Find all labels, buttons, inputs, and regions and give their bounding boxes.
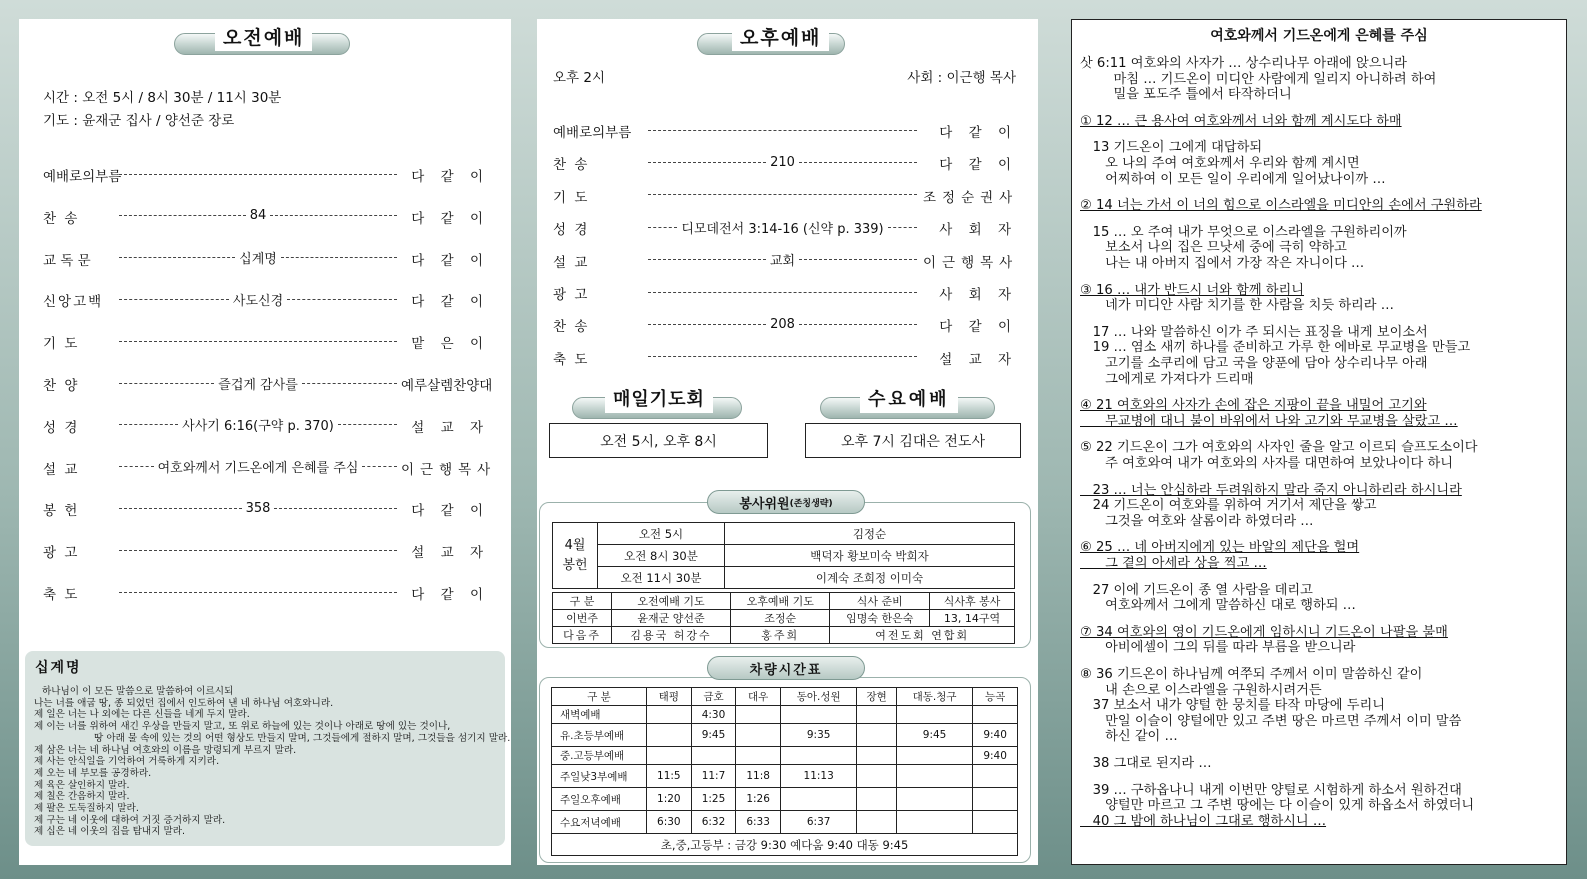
wednesday-title: 수요예배 [860,387,958,413]
sermon-line: 무교병에 대니 불이 바위에서 나와 고기와 무교병을 살랐고 … [1080,413,1458,429]
order-item: 즐겁게 감사를 [218,377,298,393]
order-label: 교 독 문 [43,252,91,269]
order-item: 십계명 [239,252,277,268]
commandment-line: 제 이는 너를 위하여 새긴 우상을 만들지 말고, 또 위로 하늘에 있는 것이나 아래로 땅에 있는 것이나, [34,721,451,733]
afternoon-time: 오후 2시 [553,70,606,86]
morning-prayer: 기도 : 윤재군 집사 / 양선준 장로 [43,113,235,129]
volunteers-title [707,490,865,514]
vehicle-time-cell [896,788,972,811]
volunteer-row [553,627,1015,644]
order-item: 교회 [769,254,796,270]
sermon-line: ⑦ 34 여호와의 영이 기드온에게 임하시니 기드온이 나팔을 불매 [1080,624,1448,640]
order-leader: 설 교 자 [939,351,1017,368]
sermon-line: ④ 21 여호와의 사자가 손에 잡은 지팡이 끝을 내밀어 고기와 [1080,398,1427,414]
volunteer-cell: 김용국 허강수 [612,627,731,644]
volunteer-row [553,610,1015,627]
order-label: 찬 송 [553,157,590,174]
vehicle-time-cell: 9:35 [780,724,856,747]
order-dash-line [119,166,397,182]
order-dash-line [648,122,917,138]
order-dash-line [648,219,917,235]
vehicle-time-cell [780,788,856,811]
vehicle-time-cell [896,765,972,788]
dash-segment [270,215,397,216]
offering-time: 오전 5시 [598,523,725,545]
vehicle-time-cell [647,724,692,747]
order-label: 설 교 [43,461,80,478]
vehicle-time-cell: 9:45 [691,724,736,747]
volunteer-header-cell: 오후예배 기도 [730,593,830,610]
vehicle-time-cell [896,811,972,834]
sermon-title: 여호와께서 기드온에게 은혜를 주심 [1210,28,1428,44]
vehicle-table [551,687,1018,856]
dash-segment [362,466,397,467]
dash-segment [338,424,397,425]
vehicle-time-cell [896,706,972,724]
order-label: 기 도 [553,189,590,206]
commandment-line: 나는 너를 애굽 땅, 종 되었던 집에서 인도하여 낸 네 하나님 여호와니라. [34,697,334,709]
vehicle-row [552,765,1018,788]
dash-segment [119,383,214,384]
order-dash-line [648,349,917,365]
vehicle-time-cell [973,765,1018,788]
offering-month-label2: 봉헌 [562,557,588,573]
volunteer-header-cell: 오전예배 기도 [612,593,731,610]
order-label: 예배로의부름 [43,169,122,185]
sermon-line: ③ 16 … 내가 반드시 너와 함께 하리니 [1080,282,1305,298]
vehicle-title: 차량시간표 [707,656,865,680]
dash-segment [648,324,766,325]
volunteer-cell: 13, 14구역 [930,610,1015,627]
order-label: 축 도 [553,351,590,368]
vehicle-footer-row [552,834,1018,856]
order-label: 광 고 [553,287,590,303]
vehicle-footer: 초,중,고등부 : 금강 9:30 예다움 9:40 대동 9:45 [552,834,1018,856]
offering-names: 김정순 [725,523,1015,545]
order-item: 여호와께서 기드온에게 은혜를 주심 [157,461,359,477]
commandment-line: 제 팔은 도둑질하지 말라. [34,803,139,814]
vehicle-time-cell: 1:20 [647,788,692,811]
sermon-line: 하신 같이 … [1080,729,1178,745]
offering-names: 백덕자 황보미숙 박희자 [725,545,1015,567]
commandments-box [25,651,511,846]
dash-segment [648,194,917,195]
vehicle-time-cell: 9:40 [973,724,1018,747]
dash-segment [287,299,397,300]
volunteer-cell: 다음주 [553,627,612,644]
offering-row [553,545,1015,567]
wednesday-time: 오후 7시 김대은 전도사 [805,423,1021,458]
sermon-line: 27 이에 기드온이 종 열 사람을 데리고 [1080,582,1313,598]
order-leader: 다 같 이 [939,125,1017,141]
order-dash-line [648,252,917,268]
order-leader: 다 같 이 [939,157,1017,174]
morning-panel [19,19,511,865]
vehicle-time-cell: 11:13 [780,765,856,788]
commandment-line: 제 오는 네 부모를 공경하라. [34,767,152,779]
volunteer-cell: 윤재군 양선준 [612,610,731,627]
sermon-line: 어찌하여 이 모든 일이 우리에게 일어났나이까 … [1080,171,1386,187]
order-dash-line [648,187,917,203]
vehicle-time-cell [973,706,1018,724]
vehicle-service-name: 주일오후예배 [552,788,647,811]
vehicle-service-name: 새벽예배 [552,706,647,724]
sermon-line: 그 곁의 아세라 상을 찍고 … [1080,556,1267,571]
vehicle-time-cell [896,747,972,765]
commandment-line: 제 육은 살인하지 말라. [34,779,130,791]
vehicle-time-cell: 6:37 [780,811,856,834]
daily-prayer-title: 매일기도회 [605,387,713,413]
dash-segment [888,227,917,228]
dash-segment [648,162,766,163]
order-dash-line [119,500,397,516]
order-dash-line [648,316,917,332]
vehicle-time-cell: 11:7 [691,765,736,788]
order-dash-line [119,584,397,600]
sermon-line: 23 … 너는 안심하라 두려워하지 말라 죽지 아니하리라 하시니라 [1080,482,1462,498]
dash-segment [119,174,397,175]
vehicle-time-cell: 6:33 [736,811,781,834]
offering-month [553,523,598,589]
sermon-line: 19 … 염소 새끼 하나를 준비하고 가루 한 에바로 무교병을 만들고 [1080,340,1471,356]
order-item: 사도신경 [232,293,284,309]
offering-month-label: 4월 [564,537,586,553]
order-label: 봉 헌 [43,503,80,520]
vehicle-time-cell: 1:25 [691,788,736,811]
order-leader: 다 같 이 [939,319,1017,336]
dash-segment [119,508,242,509]
sermon-line: 양털만 마르고 그 주변 땅에는 다 이슬이 있게 하옵소서 하였더니 [1080,798,1475,814]
vehicle-header-cell: 대동.청구 [896,688,972,706]
dash-segment [274,508,397,509]
order-dash-line [648,154,917,170]
offering-names: 이계숙 조희정 이미숙 [725,567,1015,589]
dash-segment [119,341,397,342]
afternoon-panel [537,19,1038,865]
vehicle-row [552,706,1018,724]
sermon-panel [1071,19,1567,865]
order-label: 찬 양 [43,378,80,394]
sermon-line: 38 그대로 된지라 … [1080,756,1212,771]
order-dash-line [119,375,397,391]
offering-row [553,523,1015,545]
commandment-line: 땅 아래 물 속에 있는 것의 어떤 형상도 만들지 말며, 그것들에게 절하지 말며, 그것들을 섬기지 말라. [94,732,511,744]
sermon-line: 밀을 포도주 틀에서 타작하더니 [1080,87,1292,103]
vehicle-time-cell [857,724,897,747]
vehicle-time-cell [780,706,856,724]
sermon-line: 나는 내 아버지 집에서 가장 작은 자니이다 … [1080,256,1365,271]
volunteer-cell: 조정순 [730,610,830,627]
order-leader: 이근행목사 [923,254,1019,271]
offering-table [552,522,1015,589]
volunteer-cell: 여전도회 연합회 [830,627,1015,644]
sermon-line: 마침 … 기드온이 미디안 사람에게 일리지 아니하려 하여 [1080,71,1437,87]
daily-prayer-time: 오전 5시, 오후 8시 [549,423,768,458]
vehicle-time-cell: 1:26 [736,788,781,811]
volunteer-header-cell: 구 분 [553,593,612,610]
sermon-line: ⑥ 25 … 네 아버지에게 있는 바알의 제단을 헐며 [1080,540,1360,556]
commandment-line: 제 십은 네 이웃의 집을 탐내지 말라. [34,826,186,838]
dash-segment [648,259,766,260]
order-leader: 사 회 자 [939,222,1017,239]
order-item: 358 [245,500,271,516]
vehicle-time-cell [973,811,1018,834]
vehicle-time-cell [736,747,781,765]
commandments-title: 십계명 [35,660,82,676]
order-label: 설 교 [553,254,590,271]
sermon-line: 여호와께서 그에게 말씀하신 대로 행하되 … [1080,598,1356,614]
vehicle-header-cell: 장현 [857,688,897,706]
order-leader: 다 같 이 [411,587,489,603]
morning-title: 오전예배 [215,25,312,51]
order-leader: 맡 은 이 [411,336,489,353]
afternoon-host: 사회 : 이근행 목사 [907,70,1016,86]
volunteers-title-text: 봉사위원 [739,496,790,512]
vehicle-time-cell: 6:32 [691,811,736,834]
order-dash-line [119,208,397,224]
order-label: 축 도 [43,587,80,603]
vehicle-time-cell [857,706,897,724]
volunteer-header-cell: 식사후 봉사 [930,593,1015,610]
sermon-line: 40 그 밤에 하나님이 그대로 행하시니 … [1080,813,1327,829]
vehicle-time-cell [857,765,897,788]
vehicle-header-row [552,688,1018,706]
vehicle-service-name: 수요저녁예배 [552,811,647,834]
order-dash-line [119,333,397,349]
dash-segment [648,356,917,357]
order-leader: 설 교 자 [411,545,489,562]
dash-segment [648,130,917,131]
order-leader: 다 같 이 [411,210,489,227]
sermon-line: ① 12 … 큰 용사여 여호와께서 너와 함께 계시도다 하매 [1080,113,1402,129]
order-leader: 다 같 이 [411,252,489,269]
volunteer-cell: 홍주희 [730,627,830,644]
offering-row [553,567,1015,589]
order-label: 예배로의부름 [553,125,632,141]
vehicle-time-cell: 6:30 [647,811,692,834]
dash-segment [119,299,229,300]
dash-segment [119,215,246,216]
dash-segment [119,424,178,425]
volunteers-title-note: (존칭생략) [789,498,833,509]
order-item: 디모데전서 3:14-16 (신약 p. 339) [681,221,884,237]
sermon-line: 17 … 나와 말씀하신 이가 주 되시는 표징을 내게 보이소서 [1080,324,1428,340]
sermon-line: 고기를 소쿠리에 담고 국을 양푼에 담아 상수리나무 아래 [1080,356,1428,371]
sermon-line: ⑧ 36 기드온이 하나님께 여쭈되 주께서 이미 말씀하신 같이 [1080,667,1423,682]
vehicle-time-cell [736,706,781,724]
vehicle-time-cell: 9:45 [896,724,972,747]
order-dash-line [119,250,397,266]
sermon-line: 네가 미디안 사람 치기를 한 사람을 치듯 하리라 … [1080,298,1394,314]
sermon-line: 내 손으로 이스라엘을 구원하시려거든 [1080,682,1322,698]
sermon-line: 오 나의 주여 여호와께서 우리와 함께 계시면 [1080,156,1360,171]
order-leader: 예루살렘찬양대 [401,378,493,394]
vehicle-time-cell [736,724,781,747]
dash-segment [119,466,154,467]
volunteer-cell: 이번주 [553,610,612,627]
order-label: 찬 송 [553,319,590,336]
vehicle-time-cell [647,747,692,765]
order-item: 사사기 6:16(구약 p. 370) [182,419,334,435]
order-dash-line [648,284,917,300]
sermon-line: 만일 이슬이 양털에만 있고 주변 땅은 마르면 주께서 이미 말씀 [1080,713,1462,729]
morning-time: 시간 : 오전 5시 / 8시 30분 / 11시 30분 [43,90,282,106]
offering-time: 오전 8시 30분 [598,545,725,567]
vehicle-header-cell: 대우 [736,688,781,706]
vehicle-header-cell: 태평 [647,688,692,706]
commandment-line: 하나님이 이 모든 말씀으로 말씀하여 이르시되 [42,686,234,697]
order-leader: 설 교 자 [411,419,489,436]
sermon-line: 13 기드온이 그에게 대답하되 [1080,140,1263,156]
order-dash-line [119,417,397,433]
order-dash-line [119,291,397,307]
vehicle-time-cell: 11:5 [647,765,692,788]
sermon-line: 보소서 나의 집은 므낫세 중에 극히 약하고 [1080,240,1347,256]
dash-segment [799,259,917,260]
vehicle-row [552,788,1018,811]
sermon-line: 아비에셀이 그의 뒤를 따라 부름을 받으니라 [1080,640,1356,656]
vehicle-row [552,747,1018,765]
order-dash-line [119,542,397,558]
commandment-line: 제 칠은 간음하지 말라. [34,791,130,803]
vehicle-header-cell: 능곡 [973,688,1018,706]
commandment-line: 제 사는 안식일을 기억하여 거룩하게 지키라. [34,756,220,768]
dash-segment [648,292,917,293]
vehicle-time-cell [857,788,897,811]
order-leader: 조정순권사 [923,189,1019,206]
vehicle-service-name: 유.초등부예배 [552,724,647,747]
order-label: 광 고 [43,545,80,562]
sermon-line: ② 14 너는 가서 이 너의 힘으로 이스라엘을 미디안의 손에서 구원하라 [1080,198,1482,214]
order-item: 210 [770,154,795,170]
dash-segment [119,257,235,258]
sermon-line: 그것을 여호와 살롬이라 하였더라 … [1080,513,1314,529]
dash-segment [281,257,397,258]
sermon-line: 15 … 오 주여 내가 무엇으로 이스라엘을 구원하리이까 [1080,224,1407,240]
order-item: 208 [770,316,795,332]
commandment-line: 제 일은 너는 나 외에는 다른 신들을 네게 두지 말라. [34,709,250,721]
sermon-line: 24 기드온이 여호와를 위하여 거기서 제단을 쌓고 [1080,498,1377,514]
vehicle-time-cell [780,747,856,765]
order-leader: 사 회 자 [939,287,1017,303]
sermon-line: 삿 6:11 여호와의 사자가 … 상수리나무 아래에 앉으니라 [1080,56,1407,71]
dash-segment [648,227,677,228]
vehicle-time-cell: 4:30 [691,706,736,724]
volunteer-table [552,592,1015,644]
vehicle-time-cell [647,706,692,724]
dash-segment [302,383,397,384]
dash-segment [799,162,917,163]
vehicle-service-name: 주일낮3부예배 [552,765,647,788]
order-leader: 다 같 이 [411,503,489,520]
sermon-line: 주 여호와여 내가 여호와의 사자를 대면하여 보았나이다 하니 [1080,456,1453,471]
vehicle-time-cell: 11:8 [736,765,781,788]
order-leader: 이근행목사 [401,461,497,478]
vehicle-time-cell: 9:40 [973,747,1018,765]
commandment-line: 제 구는 네 이웃에 대하여 거짓 증거하지 말라. [34,814,226,826]
order-label: 성 경 [553,222,590,239]
commandment-line: 제 삼은 너는 네 하나님 여호와의 이름을 망령되게 부르지 말라. [34,744,297,756]
vehicle-row [552,724,1018,747]
sermon-line: 그에게로 가져다가 드리매 [1080,371,1254,387]
vehicle-time-cell [973,788,1018,811]
order-label: 찬 송 [43,210,80,227]
vehicle-time-cell [857,747,897,765]
sermon-line: 37 보소서 내가 양털 한 뭉치를 타작 마당에 두리니 [1080,698,1385,714]
vehicle-time-cell [857,811,897,834]
vehicle-row [552,811,1018,834]
order-label: 성 경 [43,419,80,436]
vehicle-header-cell: 구 분 [552,688,647,706]
order-label: 신앙고백 [43,294,104,311]
offering-time: 오전 11시 30분 [598,567,725,589]
vehicle-time-cell [691,747,736,765]
vehicle-service-name: 중.고등부예배 [552,747,647,765]
dash-segment [119,550,397,551]
sermon-line: 39 … 구하옵나니 내게 이번만 양털로 시험하게 하소서 원하건대 [1080,782,1462,798]
dash-segment [119,592,397,593]
volunteer-header-row [553,593,1015,610]
vehicle-header-cell: 금호 [691,688,736,706]
order-label: 기 도 [43,336,80,353]
afternoon-title: 오후예배 [732,25,829,51]
sermon-line: ⑤ 22 기드온이 그가 여호와의 사자인 줄을 알고 이르되 슬프도소이다 [1080,440,1478,456]
order-dash-line [119,459,397,475]
order-leader: 다 같 이 [411,294,489,311]
order-item: 84 [249,208,267,224]
order-leader: 다 같 이 [411,169,489,185]
vehicle-header-cell: 동아.성원 [780,688,856,706]
volunteer-cell: 임명숙 한은숙 [830,610,930,627]
volunteer-header-cell: 식사 준비 [830,593,930,610]
dash-segment [799,324,917,325]
